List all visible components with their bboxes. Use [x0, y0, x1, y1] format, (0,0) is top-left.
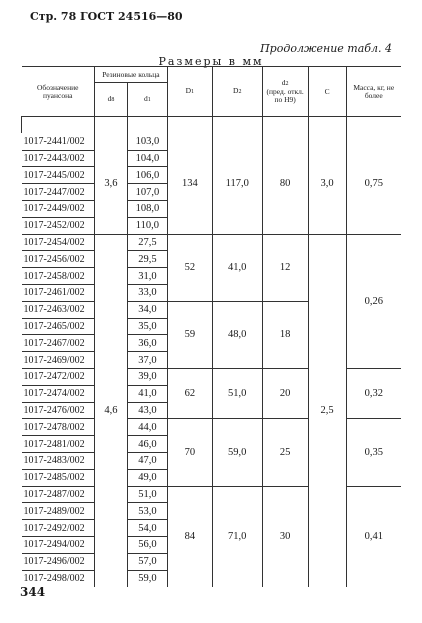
D1-value: 59 [167, 301, 212, 368]
D2-value: 71,0 [212, 486, 262, 587]
d1-value: 59,0 [127, 570, 167, 587]
d1-value: 107,0 [127, 184, 167, 201]
D1-value: 84 [167, 486, 212, 587]
punch-code: 1017-2474/002 [22, 385, 95, 402]
d1-value: 103,0 [127, 133, 167, 150]
punch-code: 1017-2441/002 [22, 133, 95, 150]
dimensions-table [21, 66, 401, 587]
D1-value: 62 [167, 368, 212, 418]
D2-value: 117,0 [212, 133, 262, 234]
d1-value: 54,0 [127, 520, 167, 537]
d8-value: 3,6 [94, 133, 127, 234]
punch-code: 1017-2498/002 [22, 570, 95, 587]
D2-value: 48,0 [212, 301, 262, 368]
col-designation: Обозначение пуансона [22, 67, 95, 117]
punch-code: 1017-2472/002 [22, 368, 95, 385]
punch-code: 1017-2467/002 [22, 335, 95, 352]
table-row [22, 133, 402, 150]
d1-value: 34,0 [127, 301, 167, 318]
punch-code: 1017-2463/002 [22, 301, 95, 318]
col-D2: D2 [212, 67, 262, 117]
d1-value: 47,0 [127, 452, 167, 469]
d1-value: 43,0 [127, 402, 167, 419]
mass-value: 0,41 [346, 486, 401, 587]
d1-value: 35,0 [127, 318, 167, 335]
punch-code: 1017-2485/002 [22, 469, 95, 486]
page-header: Стр. 78 ГОСТ 24516—80 [30, 10, 183, 23]
punch-code: 1017-2481/002 [22, 436, 95, 453]
page-number: 344 [20, 585, 46, 599]
d1-value: 56,0 [127, 536, 167, 553]
D1-value: 134 [167, 133, 212, 234]
d1-value: 51,0 [127, 486, 167, 503]
punch-code: 1017-2492/002 [22, 520, 95, 537]
table-row [22, 234, 402, 251]
d1-value: 36,0 [127, 335, 167, 352]
d1-value: 110,0 [127, 217, 167, 234]
d1-value: 106,0 [127, 167, 167, 184]
punch-code: 1017-2469/002 [22, 352, 95, 369]
col-C: C [308, 67, 346, 117]
punch-code: 1017-2454/002 [22, 234, 95, 251]
punch-code: 1017-2483/002 [22, 452, 95, 469]
punch-code: 1017-2465/002 [22, 318, 95, 335]
d1-value: 53,0 [127, 503, 167, 520]
punch-code: 1017-2452/002 [22, 217, 95, 234]
punch-code: 1017-2461/002 [22, 284, 95, 301]
d1-value: 44,0 [127, 419, 167, 436]
col-mass: Масса, кг, не более [346, 67, 401, 117]
D2-value: 41,0 [212, 234, 262, 301]
C-value: 3,0 [308, 133, 346, 234]
D2-value: 59,0 [212, 419, 262, 486]
D2-value: 51,0 [212, 368, 262, 418]
d2-value: 30 [262, 486, 308, 587]
d1-value: 29,5 [127, 251, 167, 268]
C-value: 2,5 [308, 234, 346, 587]
mass-value: 0,35 [346, 419, 401, 486]
col-rubber-rings: Резиновые кольца [94, 67, 167, 83]
mass-value: 0,32 [346, 368, 401, 418]
d1-value: 39,0 [127, 368, 167, 385]
table-continuation-note: Продолжение табл. 4 [260, 42, 392, 55]
d1-value: 41,0 [127, 385, 167, 402]
punch-code: 1017-2487/002 [22, 486, 95, 503]
d1-value: 27,5 [127, 234, 167, 251]
d1-value: 104,0 [127, 150, 167, 167]
D1-value: 52 [167, 234, 212, 301]
d2-value: 18 [262, 301, 308, 368]
d2-value: 20 [262, 368, 308, 418]
d8-value: 4,6 [94, 234, 127, 587]
d2-value: 25 [262, 419, 308, 486]
mass-value: 0,26 [346, 234, 401, 368]
punch-code: 1017-2478/002 [22, 419, 95, 436]
d1-value: 49,0 [127, 469, 167, 486]
punch-code: 1017-2445/002 [22, 167, 95, 184]
punch-code: 1017-2447/002 [22, 184, 95, 201]
punch-code: 1017-2476/002 [22, 402, 95, 419]
col-d8: d8 [94, 83, 127, 117]
d1-value: 57,0 [127, 553, 167, 570]
mass-value: 0,75 [346, 133, 401, 234]
d1-value: 37,0 [127, 352, 167, 369]
col-d2: d2 (пред. откл. по H9) [262, 67, 308, 117]
d1-value: 108,0 [127, 200, 167, 217]
D1-value: 70 [167, 419, 212, 486]
d1-value: 33,0 [127, 284, 167, 301]
d2-value: 80 [262, 133, 308, 234]
d1-value: 31,0 [127, 268, 167, 285]
col-D1: D1 [167, 67, 212, 117]
d1-value: 46,0 [127, 436, 167, 453]
punch-code: 1017-2494/002 [22, 536, 95, 553]
punch-code: 1017-2443/002 [22, 150, 95, 167]
units-caption: Размеры в мм [158, 55, 264, 68]
punch-code: 1017-2489/002 [22, 503, 95, 520]
col-d1: d1 [127, 83, 167, 117]
punch-code: 1017-2496/002 [22, 553, 95, 570]
punch-code: 1017-2449/002 [22, 200, 95, 217]
d2-value: 12 [262, 234, 308, 301]
punch-code: 1017-2456/002 [22, 251, 95, 268]
punch-code: 1017-2458/002 [22, 268, 95, 285]
